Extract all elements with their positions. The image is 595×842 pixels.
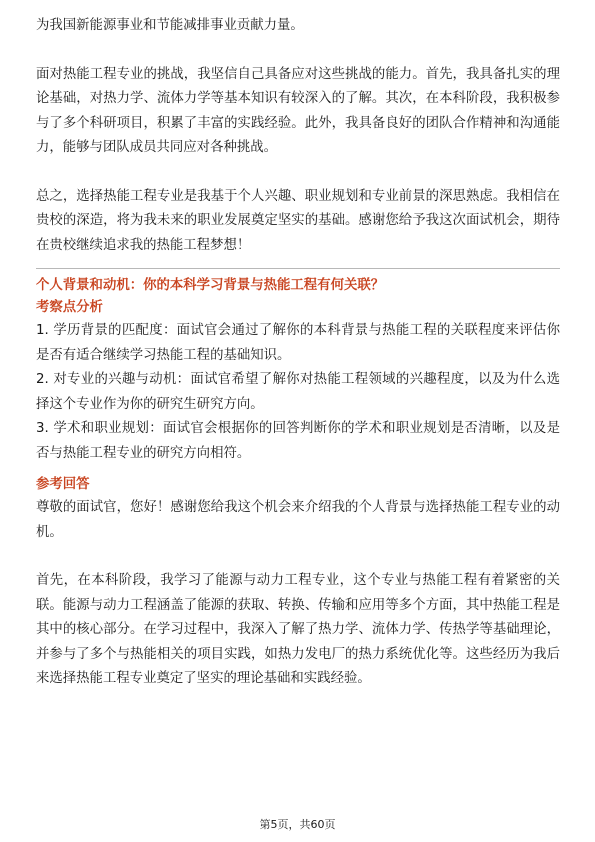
question-title: 个人背景和动机：你的本科学习背景与热能工程有何关联？ xyxy=(36,278,385,293)
answer-paragraph-2: 首先，在本科阶段，我学习了能源与动力工程专业，这个专业与热能工程有着紧密的关联。能源与动力工程涵盖了能源的获取、转换、传输和应用等多个方面，其中热能工程是其中的核心部分。在学习过程中，我深入了解了热力学、流体力学、传热学等基础理论，并参与了多个与热能相关的项目实践，如热力发电厂的热力系统优化等。这些经历为我后来选择热能工程专业奠定了坚实的理论基础和实践经验。 xyxy=(36,573,560,686)
analysis-item-3: 3. 学术和职业规划：面试官会根据你的回答判断你的学术和职业规划是否清晰，以及是否与热能工程专业的研究方向相符。 xyxy=(36,421,560,461)
document-page xyxy=(36,14,560,692)
answer-paragraph-1: 尊敬的面试官，您好！感谢您给我这个机会来介绍我的个人背景与选择热能工程专业的动机。 xyxy=(36,500,560,540)
intro-paragraph-3: 总之，选择热能工程专业是我基于个人兴趣、职业规划和专业前景的深思熟虑。我相信在贵校的深造，将为我未来的职业发展奠定坚实的基础。感谢您给予我这次面试机会，期待在贵校继续追求我的热能工程梦想！ xyxy=(36,188,560,253)
analysis-item-2: 2. 对专业的兴趣与动机：面试官希望了解你对热能工程领域的兴趣程度，以及为什么选择这个专业作为你的研究生研究方向。 xyxy=(36,372,560,412)
intro-paragraph-1: 为我国新能源事业和节能减排事业贡献力量。 xyxy=(36,18,304,33)
section-divider xyxy=(36,268,560,269)
intro-paragraph-2: 面对热能工程专业的挑战，我坚信自己具备应对这些挑战的能力。首先，我具备扎实的理论基础，对热力学、流体力学等基本知识有较深入的了解。其次，在本科阶段，我积极参与了多个科研项目，积累了丰富的实践经验。此外，我具备良好的团队合作精神和沟通能力，能够与团队成员共同应对各种挑战。 xyxy=(36,66,560,155)
answer-label: 参考回答 xyxy=(36,477,90,492)
analysis-label: 考察点分析 xyxy=(36,300,103,315)
page-footer: 第5页，共60页 xyxy=(259,818,336,831)
analysis-item-1: 1. 学历背景的匹配度：面试官会通过了解你的本科背景与热能工程的关联程度来评估你是否有适合继续学习热能工程的基础知识。 xyxy=(36,323,560,363)
